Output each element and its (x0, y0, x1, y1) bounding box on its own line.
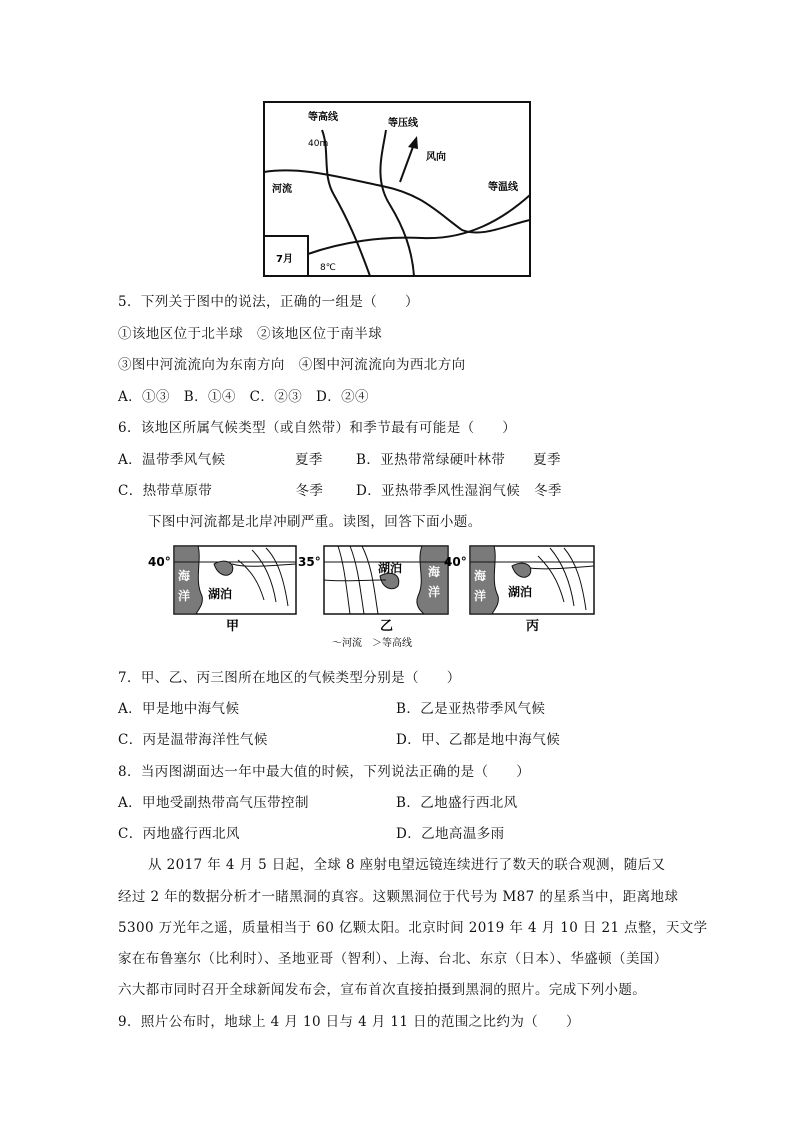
passage-line-4: 家在布鲁塞尔（比利时）、圣地亚哥（智利）、上海、台北、东京（日本）、华盛顿（美国） (118, 951, 668, 967)
q7-stem: 7．甲、乙、丙三图所在地区的气候类型分别是（ ） (118, 670, 461, 686)
label-month: 7月 (276, 254, 293, 265)
panel-bing-ocean-2: 洋 (474, 589, 487, 603)
q8-option-c: C．丙地盛行西北风 (118, 826, 240, 842)
panel-yi-ocean-1: 海 (428, 565, 441, 579)
q8-option-a: A．甲地受副热带高气压带控制 (118, 795, 309, 811)
panel-jia-caption: 甲 (226, 619, 240, 634)
panel-yi (298, 546, 448, 634)
label-elevation: 40m (308, 139, 329, 149)
q5-line1: ①该地区位于北半球 ②该地区位于南半球 (118, 326, 383, 342)
label-river: 河流 (272, 184, 292, 195)
panel-jia-lake: 湖泊 (208, 587, 233, 601)
panel-jia (148, 546, 296, 634)
q6-stem: 6．该地区所属气候类型（或自然带）和季节最有可能是（ ） (118, 420, 517, 436)
q8-option-d: D．乙地高温多雨 (396, 826, 505, 842)
passage-line-1: 从 2017 年 4 月 5 日起，全球 8 座射电望远镜连续进行了数天的联合观测，随后又 (148, 857, 666, 873)
q7-option-a: A．甲是地中海气候 (118, 701, 240, 717)
label-temperature: 8℃ (320, 263, 336, 273)
panel-bing-lake: 湖泊 (508, 585, 533, 599)
panel-bing-caption: 丙 (526, 619, 540, 634)
panel-yi-lat: 35° (298, 555, 321, 569)
q6-option-d: D．亚热带季风性湿润气候 冬季 (356, 483, 562, 499)
q6-option-a: A．温带季风气候 夏季 (118, 452, 323, 468)
q9-stem: 9．照片公布时，地球上 4 月 10 日与 4 月 11 日的范围之比约为（ ） (118, 1014, 580, 1030)
panel-bing (444, 546, 594, 634)
passage-line-2: 经过 2 年的数据分析才一睹黑洞的真容。这颗黑洞位于代号为 M87 的星系当中，距离地球 (118, 889, 679, 905)
figure2-legend: ～河流 ＞等高线 (332, 638, 412, 649)
q8-stem: 8．当丙图湖面达一年中最大值的时候，下列说法正确的是（ ） (118, 764, 531, 780)
q8-option-b: B．乙地盛行西北风 (396, 795, 518, 811)
panel-jia-ocean-1: 海 (178, 569, 191, 583)
passage-line-3: 5300 万光年之遥，质量相当于 60 亿颗太阳。北京时间 2019 年 4 月 10 日 21 点整，天文学 (118, 920, 708, 936)
figure-three-panels (146, 540, 606, 652)
panel-jia-lat: 40° (148, 555, 171, 569)
q7-option-b: B．乙是亚热带季风气候 (396, 701, 546, 717)
passage-line-5: 六大都市同时召开全球新闻发布会，宣布首次直接拍摄到黑洞的照片。完成下列小题。 (118, 982, 647, 998)
q6-option-c: C．热带草原带 冬季 (118, 483, 324, 499)
intro-paragraph: 下图中河流都是北岸冲刷严重。读图，回答下面小题。 (148, 514, 482, 530)
label-contour: 等高线 (308, 112, 338, 123)
label-isotherm: 等温线 (488, 182, 518, 193)
q5-stem: 5．下列关于图中的说法，正确的一组是（ ） (118, 294, 419, 310)
label-isobar: 等压线 (388, 118, 418, 129)
panel-yi-lake: 湖泊 (378, 561, 403, 575)
panel-yi-caption: 乙 (380, 619, 394, 634)
q7-option-c: C．丙是温带海洋性气候 (118, 732, 268, 748)
panel-bing-lat: 40° (444, 555, 467, 569)
q5-options: A．①③ B．①④ C．②③ D．②④ (118, 389, 369, 405)
q6-option-b: B．亚热带常绿硬叶林带 夏季 (356, 452, 561, 468)
label-wind: 风向 (426, 152, 446, 163)
q7-option-d: D．甲、乙都是地中海气候 (396, 732, 561, 748)
q5-line2: ③图中河流流向为东南方向 ④图中河流流向为西北方向 (118, 357, 466, 373)
panel-bing-ocean-1: 海 (474, 569, 487, 583)
panel-yi-ocean-2: 洋 (428, 585, 441, 599)
figure-isoline-map (262, 100, 532, 278)
panel-jia-ocean-2: 洋 (178, 589, 191, 603)
